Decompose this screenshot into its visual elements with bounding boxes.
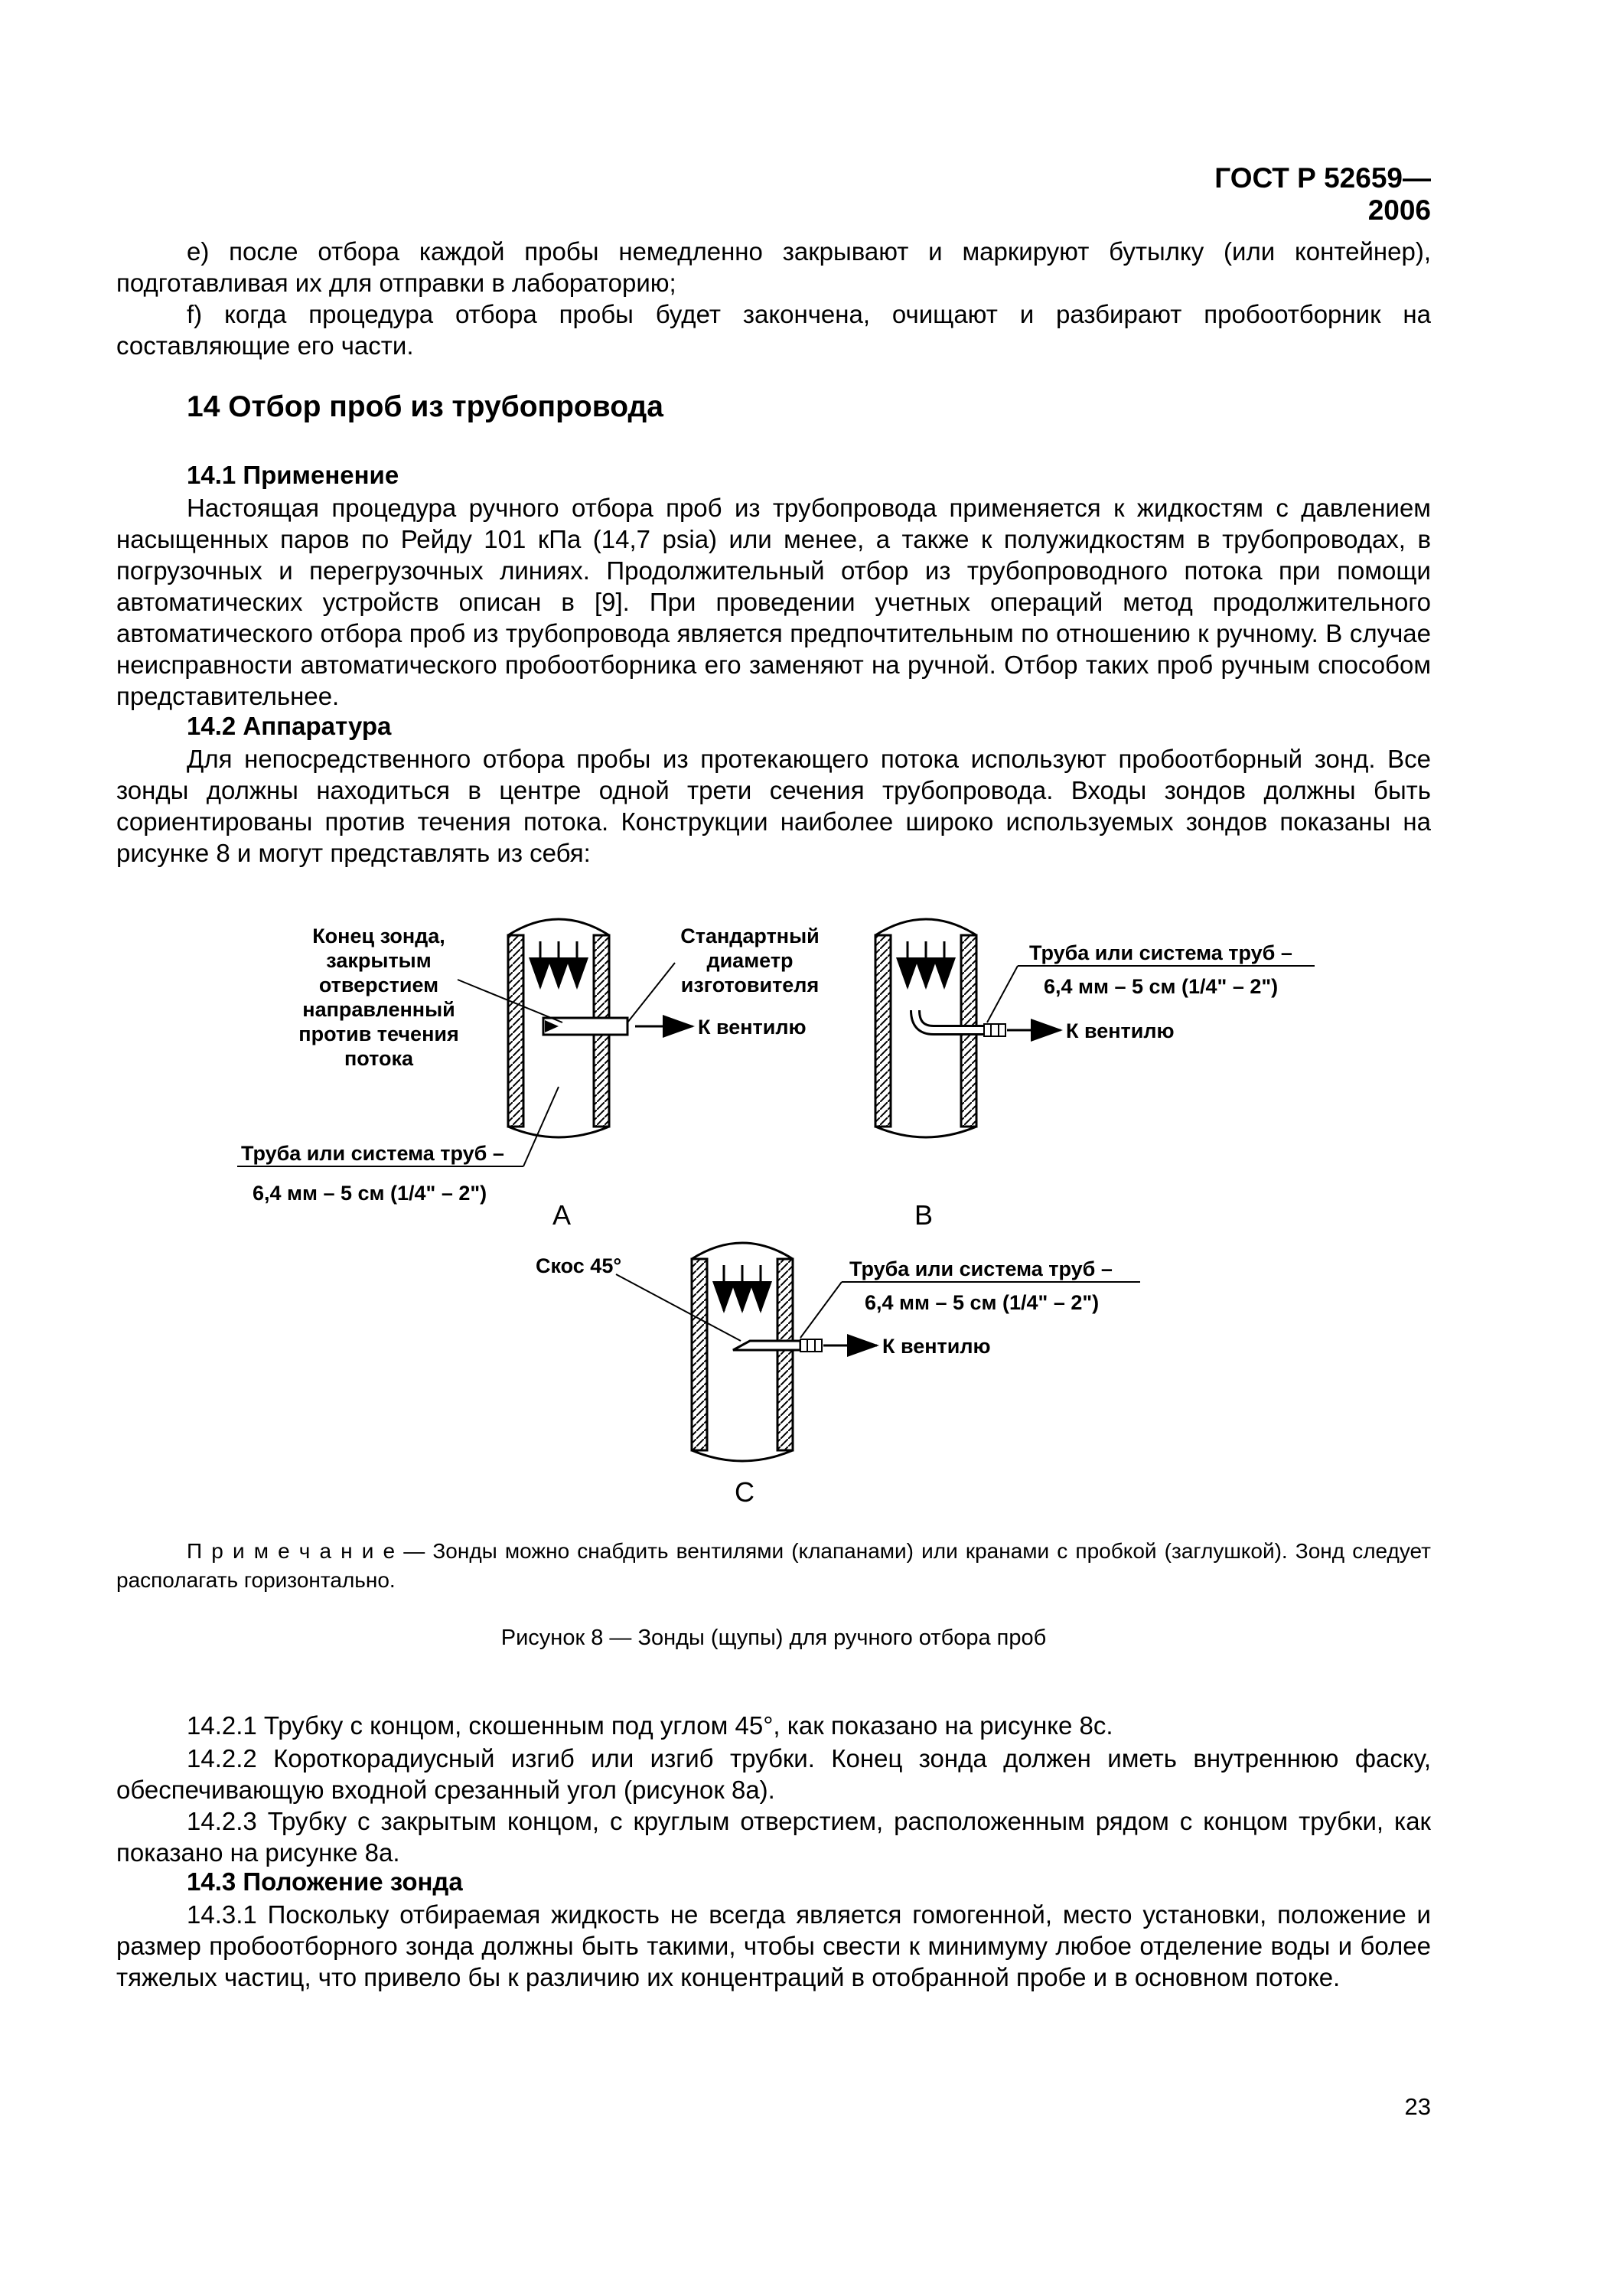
std-diameter-line-3: изготовителя (680, 974, 820, 996)
subsection-heading-14-1: 14.1 Применение (187, 461, 399, 489)
section-title: 14 Отбор проб из трубопровода (187, 390, 663, 423)
pipe-label-b: Труба или система труб – (1029, 941, 1292, 964)
paragraph-14-1: Настоящая процедура ручного отбора проб из трубопровода применяется к жидкостям с давлением насыщенных паров по Рейду 101 кПа (14,7 psia) или менее, а также к полужидкостям в трубопроводах, в погрузочных и перегрузочных линиях. Продолжительный отбор из трубопроводного потока при помощи автоматических устройств описан в [9]. При проведении учетных операций метод продолжительного автоматического отбора проб из трубопровода является предпочтительным по отношению к ручному. В случае неисправности автоматического пробоотборника его заменяют на ручной. Отбор таких проб ручным способом представительнее. (116, 494, 1431, 710)
item-14-2-1: 14.2.1 Трубку с концом, скошенным под углом 45°, как показано на рисунке 8с. (187, 1711, 1113, 1740)
pipe-size-a: 6,4 мм – 5 см (1/4" – 2") (253, 1182, 487, 1205)
item-14-2-2: 14.2.2 Короткорадиусный изгиб или изгиб трубки. Конец зонда должен иметь внутреннюю фаску, обеспечивающую входной срезанный угол (рисунок 8а). (116, 1744, 1431, 1804)
note-text: — Зонды можно снабдить вентилями (клапанами) или кранами с пробкой (заглушкой). Зонд следует располагать горизонтально. (116, 1539, 1432, 1592)
list-item-f: f) когда процедура отбора пробы будет закончена, очищают и разбирают пробоотборник на составляющие его части. (116, 300, 1431, 360)
paragraph-14-2: Для непосредственного отбора пробы из протекающего потока используют пробоотборный зонд. Все зонды должны находиться в центре одной трети сечения трубопровода. Входы зондов должны быть сориентированы против течения потока. Конструкции наиболее широко используемых зондов показаны на рисунке 8 и могут представлять из себя: (116, 745, 1431, 867)
labels-b (1029, 941, 1292, 1042)
figure-caption: Рисунок 8 — Зонды (щупы) для ручного отбора проб (500, 1626, 1047, 1650)
subsection-heading-14-3: 14.3 Положение зонда (187, 1867, 463, 1896)
probe-end-line-2: закрытым (326, 949, 432, 972)
figure-note (116, 1537, 1431, 1595)
to-valve-a: К вентилю (698, 1016, 807, 1039)
to-valve-b: К вентилю (1066, 1019, 1175, 1042)
pipe-size-c: 6,4 мм – 5 см (1/4" – 2") (865, 1291, 1100, 1314)
letter-a: А (552, 1199, 572, 1231)
probe-end-line-6: потока (344, 1047, 414, 1070)
list-item-e: е) после отбора каждой пробы немедленно закрывают и маркируют бутылку (или контейнер), подготавливая их для отправки в лабораторию; (116, 237, 1431, 297)
letter-b: В (914, 1199, 934, 1231)
probe-end-line-5: против течения (298, 1022, 459, 1045)
paragraph-14-3-1: 14.3.1 Поскольку отбираемая жидкость не всегда является гомогенной, место установки, положение и размер пробоотборного зонда должны быть такими, чтобы свести к минимуму любое отделение воды и более тяжелых частиц, что привело бы к различию их концентраций в отобранной пробе и в основном потоке. (116, 1900, 1431, 1991)
item-14-2-3: 14.2.3 Трубку с закрытым концом, с круглым отверстием, расположенным рядом с концом трубки, как показано на рисунке 8а. (116, 1807, 1431, 1867)
document-code: ГОСТ Р 52659—2006 (1214, 162, 1431, 226)
page-number: 23 (1404, 2093, 1431, 2120)
letter-c: С (735, 1476, 754, 1508)
std-diameter-line-1: Стандартный (680, 925, 820, 947)
note-prefix: П р и м е ч а н и е (187, 1539, 396, 1563)
probe-end-line-3: отверстием (318, 974, 439, 996)
probe-end-line-4: направленный (302, 998, 455, 1021)
to-valve-c: К вентилю (882, 1335, 991, 1358)
pipe-size-b: 6,4 мм – 5 см (1/4" – 2") (1044, 975, 1279, 998)
std-diameter-line-2: диаметр (706, 949, 794, 972)
bevel-label: Скос 45° (536, 1254, 622, 1277)
labels-a (241, 925, 820, 1205)
pipe-label-a: Труба или система труб – (241, 1142, 504, 1165)
pipe-label-c: Труба или система труб – (849, 1257, 1113, 1280)
subsection-heading-14-2: 14.2 Аппаратура (187, 712, 392, 740)
probe-end-line-1: Конец зонда, (312, 925, 445, 947)
